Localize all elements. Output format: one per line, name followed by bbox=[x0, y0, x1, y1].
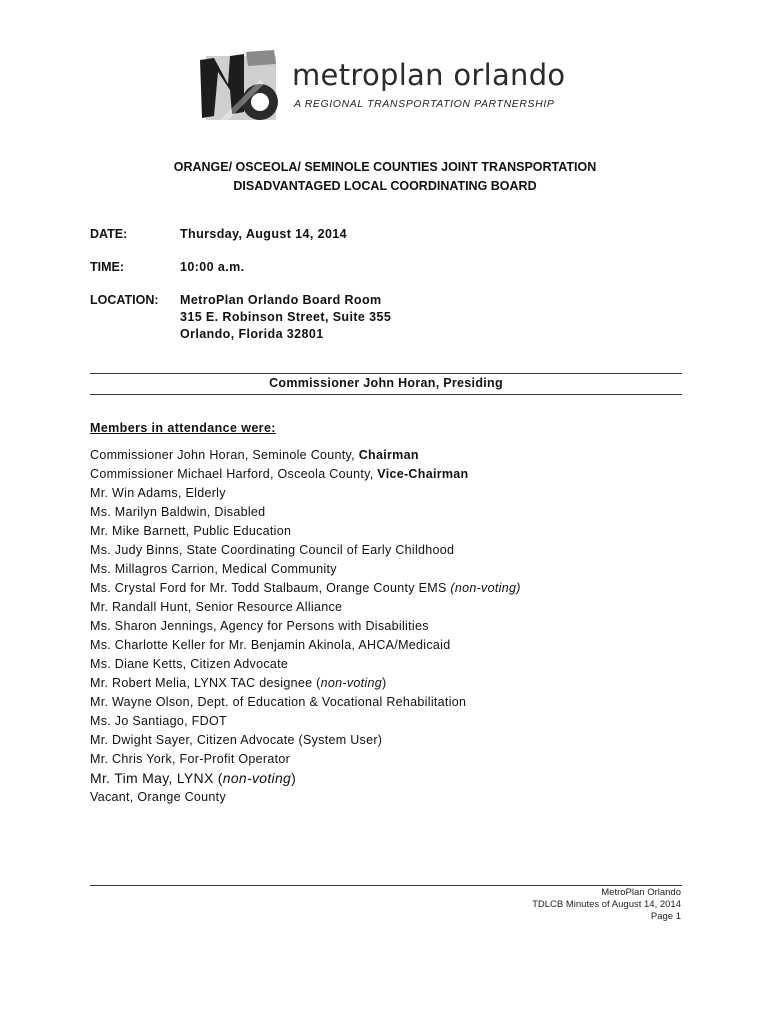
date-label: DATE: bbox=[90, 227, 128, 241]
member-row bbox=[90, 674, 521, 693]
metroplan-mo-logo-icon bbox=[200, 50, 280, 126]
member-text: Ms. Diane Ketts, Citizen Advocate bbox=[90, 657, 289, 671]
member-text: Mr. Wayne Olson, Dept. of Education & Vocational Rehabilitation bbox=[90, 695, 467, 709]
member-text: Ms. Millagros Carrion, Medical Community bbox=[90, 562, 337, 576]
members-heading: Members in attendance were: bbox=[90, 421, 276, 435]
member-row bbox=[90, 769, 521, 788]
member-row bbox=[90, 636, 521, 655]
member-row bbox=[90, 522, 521, 541]
member-row bbox=[90, 484, 521, 503]
date-value: Thursday, August 14, 2014 bbox=[180, 227, 347, 241]
member-row bbox=[90, 598, 521, 617]
member-row bbox=[90, 465, 521, 484]
member-text: Vacant, Orange County bbox=[90, 790, 227, 804]
divider-top bbox=[90, 373, 682, 374]
member-note: (non-voting) bbox=[450, 581, 521, 595]
footer-doc: TDLCB Minutes of August 14, 2014 bbox=[532, 899, 681, 910]
member-row bbox=[90, 579, 521, 598]
member-text: Mr. Tim May, LYNX ( bbox=[90, 770, 223, 786]
presiding-line: Commissioner John Horan, Presiding bbox=[269, 376, 503, 390]
member-row bbox=[90, 731, 521, 750]
footer-org: MetroPlan Orlando bbox=[601, 887, 681, 898]
page-footer bbox=[532, 887, 681, 923]
footer-page: Page 1 bbox=[650, 911, 681, 922]
member-text: Ms. Charlotte Keller for Mr. Benjamin Akinola, AHCA/Medicaid bbox=[90, 638, 451, 652]
member-text: Ms. Marilyn Baldwin, Disabled bbox=[90, 505, 266, 519]
member-text: Ms. Jo Santiago, FDOT bbox=[90, 714, 227, 728]
member-row bbox=[90, 617, 521, 636]
time-value: 10:00 a.m. bbox=[180, 260, 245, 274]
member-role: Chairman bbox=[358, 448, 419, 462]
member-text: Mr. Dwight Sayer, Citizen Advocate (System User) bbox=[90, 733, 383, 747]
member-row bbox=[90, 693, 521, 712]
member-row bbox=[90, 788, 521, 807]
member-row bbox=[90, 750, 521, 769]
title-line-2: DISADVANTAGED LOCAL COORDINATING BOARD bbox=[233, 179, 537, 193]
member-suffix: ) bbox=[382, 676, 387, 690]
footer-divider bbox=[90, 885, 682, 886]
title-line-1: ORANGE/ OSCEOLA/ SEMINOLE COUNTIES JOINT TRANSPORTATION bbox=[173, 160, 597, 174]
member-text: Mr. Win Adams, Elderly bbox=[90, 486, 226, 500]
member-suffix: ) bbox=[291, 770, 297, 786]
member-text: Ms. Sharon Jennings, Agency for Persons with Disabilities bbox=[90, 619, 429, 633]
location-label: LOCATION: bbox=[90, 293, 159, 307]
member-row bbox=[90, 655, 521, 674]
location-line-2: 315 E. Robinson Street, Suite 355 bbox=[180, 310, 392, 324]
member-text: Commissioner John Horan, Seminole County, bbox=[90, 448, 359, 462]
member-text: Commissioner Michael Harford, Osceola County, bbox=[90, 467, 378, 481]
member-note: non-voting bbox=[222, 770, 292, 786]
member-row bbox=[90, 712, 521, 731]
metroplan-logo bbox=[200, 50, 600, 130]
member-text: Mr. Mike Barnett, Public Education bbox=[90, 524, 292, 538]
time-label: TIME: bbox=[90, 260, 125, 274]
member-text: Mr. Robert Melia, LYNX TAC designee ( bbox=[90, 676, 321, 690]
member-text: Mr. Randall Hunt, Senior Resource Alliance bbox=[90, 600, 343, 614]
member-text: Mr. Chris York, For-Profit Operator bbox=[90, 752, 291, 766]
member-role: Vice-Chairman bbox=[377, 467, 469, 481]
document-title bbox=[0, 158, 770, 196]
member-text: Ms. Judy Binns, State Coordinating Council of Early Childhood bbox=[90, 543, 455, 557]
logo-wordmark: metroplan orlando bbox=[292, 58, 566, 92]
location-line-3: Orlando, Florida 32801 bbox=[180, 327, 324, 341]
member-row bbox=[90, 541, 521, 560]
member-row bbox=[90, 446, 521, 465]
member-row bbox=[90, 503, 521, 522]
member-text: Ms. Crystal Ford for Mr. Todd Stalbaum, Orange County EMS bbox=[90, 581, 451, 595]
location-value bbox=[180, 292, 391, 343]
member-row bbox=[90, 560, 521, 579]
member-note: non-voting bbox=[320, 676, 383, 690]
logo-tagline: A REGIONAL TRANSPORTATION PARTNERSHIP bbox=[294, 98, 555, 110]
members-list bbox=[90, 446, 521, 807]
location-line-1: MetroPlan Orlando Board Room bbox=[180, 293, 382, 307]
divider-bottom bbox=[90, 394, 682, 395]
